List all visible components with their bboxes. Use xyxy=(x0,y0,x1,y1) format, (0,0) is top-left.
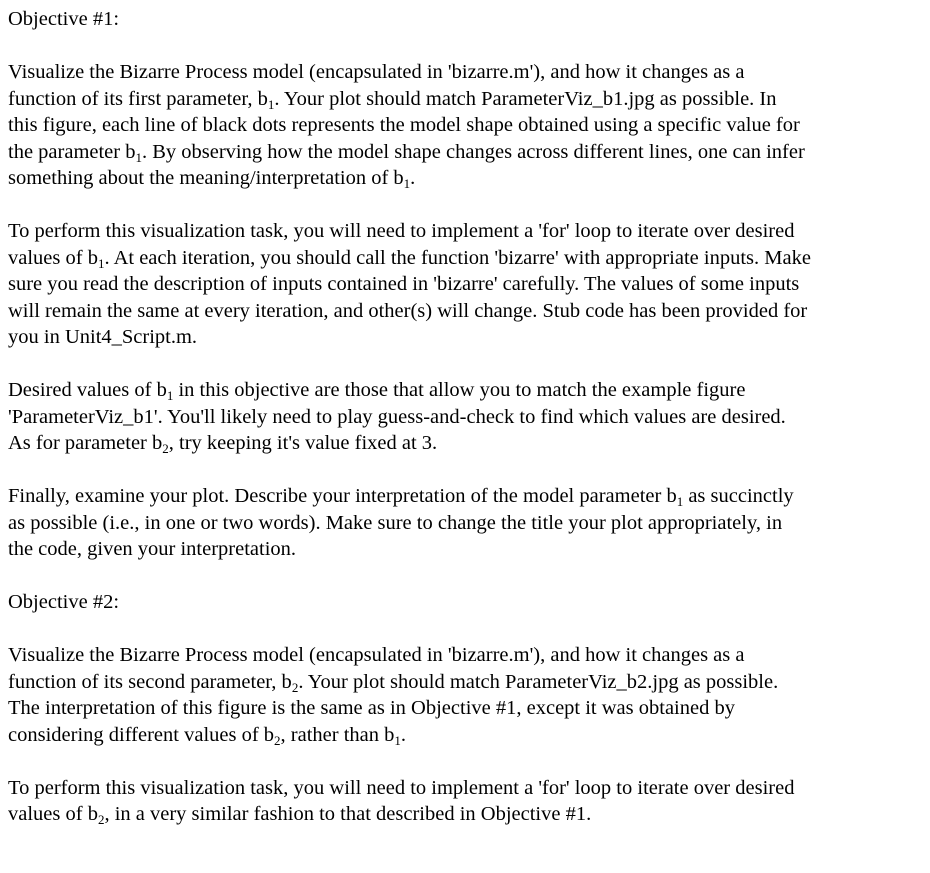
text-run: To perform this visualization task, you will need to implement a 'for' loop to iterate over desired xyxy=(8,776,795,799)
text-run: Visualize the Bizarre Process model (encapsulated in 'bizarre.m'), and how it changes as a xyxy=(8,61,745,83)
text-run: sure you read the description of inputs contained in 'bizarre' carefully. The values of some inputs xyxy=(8,273,800,295)
text-run: the parameter b xyxy=(8,140,136,163)
subscript: 2 xyxy=(162,441,169,456)
text-run: values of b xyxy=(8,803,98,825)
text-run: , in a very similar fashion to that described in Objective #1. xyxy=(104,803,592,825)
text-line xyxy=(8,510,920,537)
text-line xyxy=(8,59,920,86)
text-line xyxy=(8,404,920,431)
text-line xyxy=(8,775,920,802)
text-line xyxy=(8,430,920,457)
text-run: The interpretation of this figure is the same as in Objective #1, except it was obtained by xyxy=(8,697,735,719)
text-run: as possible (i.e., in one or two words). Make sure to change the title your plot appropriately, in xyxy=(8,511,783,534)
objective-2-paragraph-1 xyxy=(8,642,920,748)
text-run: . By observing how the model shape changes across different lines, one can infer xyxy=(141,140,805,163)
text-run: as succinctly xyxy=(683,485,794,507)
subscript: 1 xyxy=(166,388,174,403)
subscript: 1 xyxy=(394,732,401,748)
text-run: this figure, each line of black dots represents the model shape obtained using a specific value for xyxy=(8,114,800,136)
text-run: values of b xyxy=(8,246,98,269)
text-run: , rather than b xyxy=(280,723,395,746)
text-run: . xyxy=(410,167,416,189)
objective-1-paragraph-1 xyxy=(8,59,920,192)
text-line xyxy=(8,324,920,351)
text-run: the code, given your interpretation. xyxy=(8,538,297,560)
subscript: 1 xyxy=(403,176,411,191)
text-line xyxy=(8,112,920,139)
text-run: will remain the same at every iteration, and other(s) will change. Stub code has been provided for xyxy=(8,299,808,322)
text-line xyxy=(8,165,920,192)
text-run: 'ParameterViz_b1'. You'll likely need to play guess-and-check to find which values are desired. xyxy=(8,405,786,428)
subscript: 1 xyxy=(97,255,105,271)
document-body xyxy=(8,6,920,854)
objective-1-paragraph-4 xyxy=(8,483,920,563)
subscript: 2 xyxy=(274,732,281,748)
subscript: 1 xyxy=(135,149,142,165)
text-line xyxy=(8,271,920,298)
text-line xyxy=(8,483,920,510)
objective-2-heading: Objective #2: xyxy=(8,591,120,613)
text-line xyxy=(8,722,920,749)
text-line xyxy=(8,669,920,696)
objective-2-paragraph-2 xyxy=(8,775,920,828)
text-line xyxy=(8,139,920,166)
text-run: considering different values of b xyxy=(8,723,275,746)
text-line xyxy=(8,801,920,828)
text-run: Desired values of b xyxy=(8,379,167,401)
text-line xyxy=(8,377,920,404)
text-line xyxy=(8,536,920,563)
text-run: Visualize the Bizarre Process model (encapsulated in 'bizarre.m'), and how it changes as a xyxy=(8,644,745,666)
text-line xyxy=(8,245,920,272)
text-run: . Your plot should match ParameterViz_b2.jpg as possible. xyxy=(298,670,779,693)
text-run: To perform this visualization task, you will need to implement a 'for' loop to iterate over desired xyxy=(8,220,795,242)
subscript: 1 xyxy=(267,96,275,112)
subscript: 2 xyxy=(291,679,299,695)
text-run: something about the meaning/interpretation of b xyxy=(8,167,404,189)
subscript: 2 xyxy=(97,812,105,827)
text-run: in this objective are those that allow you to match the example figure xyxy=(173,379,746,401)
objective-1-paragraph-2 xyxy=(8,218,920,351)
text-line xyxy=(8,86,920,113)
text-line xyxy=(8,642,920,669)
subscript: 1 xyxy=(676,494,684,509)
text-line xyxy=(8,298,920,325)
text-run: function of its first parameter, b xyxy=(8,87,268,110)
text-run: function of its second parameter, b xyxy=(8,670,292,693)
text-run: Finally, examine your plot. Describe your interpretation of the model parameter b xyxy=(8,485,677,507)
text-run: . xyxy=(400,723,407,746)
text-line xyxy=(8,695,920,722)
objective-1-paragraph-3 xyxy=(8,377,920,457)
text-run: . Your plot should match ParameterViz_b1.jpg as possible. In xyxy=(274,87,777,110)
objective-1-heading: Objective #1: xyxy=(8,8,120,30)
text-run: , try keeping it's value fixed at 3. xyxy=(168,432,438,454)
text-run: . At each iteration, you should call the function 'bizarre' with appropriate inputs. Make xyxy=(104,246,811,269)
text-line xyxy=(8,218,920,245)
text-run: As for parameter b xyxy=(8,432,163,454)
text-run: you in Unit4_Script.m. xyxy=(8,326,198,348)
